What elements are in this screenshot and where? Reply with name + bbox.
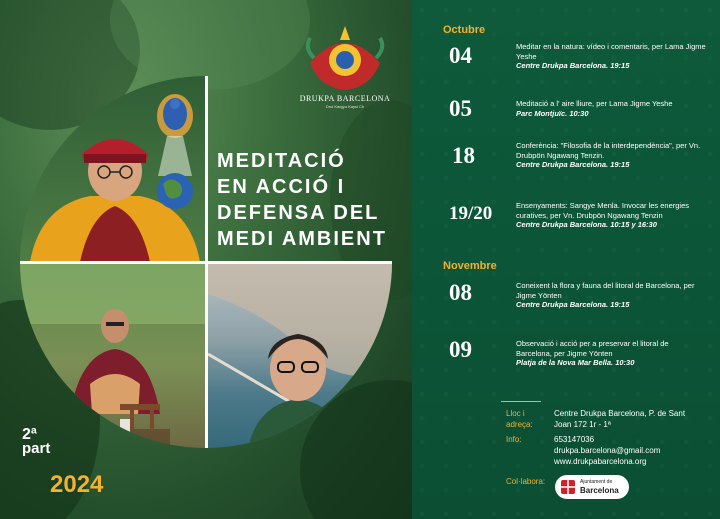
- event-item: [516, 99, 706, 118]
- year-label: 2024: [50, 471, 104, 498]
- event-location: Centre Drukpa Barcelona. 10:15 y 16:30: [516, 220, 657, 229]
- lama-figure-illustration: [20, 76, 206, 262]
- event-location: Platja de la Nova Mar Bella. 10:30: [516, 358, 635, 367]
- event-item: [516, 281, 706, 310]
- collage-divider-horizontal: [20, 261, 392, 264]
- lama-photo: [20, 76, 206, 262]
- month-november: Novembre: [443, 260, 497, 272]
- collab-name-bottom: Barcelona: [580, 486, 619, 495]
- event-item: [516, 42, 706, 71]
- title-line: DEFENSA DEL: [217, 202, 380, 224]
- event-day: 04: [449, 43, 472, 68]
- event-day: 05: [449, 96, 472, 121]
- meditation-outdoor-photo: [20, 264, 206, 448]
- barcelona-coast-photo: [208, 264, 392, 448]
- title-line: MEDI AMBIENT: [217, 228, 387, 250]
- coast-portrait-illustration: [208, 264, 392, 448]
- logo-tagline: Drul Kargyu Kaysi Ch: [325, 104, 365, 109]
- event-day: 08: [449, 280, 472, 305]
- title-line: MEDITACIÓ: [217, 150, 346, 172]
- email-address[interactable]: drukpa.barcelona@gmail.com: [554, 446, 661, 455]
- event-description: Ensenyaments: Sangye Menla. Invocar les energies curatives, per Vn. Drubpön Ngawang Tenzin: [516, 201, 690, 220]
- event-location: Centre Drukpa Barcelona. 19:15: [516, 300, 630, 309]
- place-label: Lloc i adreça:: [506, 409, 533, 429]
- event-item: [516, 201, 706, 230]
- event-location: Parc Montjuïc. 10:30: [516, 108, 589, 118]
- part-label: [22, 428, 52, 456]
- part-ordinal: 2ª: [22, 426, 37, 443]
- earth-globe-icon: [157, 173, 193, 209]
- event-description: Conferència: "Filosofia de la interdependència", per Vn. Drubpön Ngawang Tenzin.: [516, 141, 701, 160]
- logo-name: DRUKPA BARCELONA: [299, 94, 391, 103]
- info-label: Info:: [506, 435, 522, 444]
- collab-name-top: Ajuntament de: [580, 479, 613, 485]
- title-line: EN ACCIÓ I: [217, 176, 346, 198]
- event-description: Coneixent la flora y fauna del litoral de Barcelona, per Jigme Yönten: [516, 281, 695, 300]
- event-day: 18: [452, 143, 475, 168]
- event-title: [217, 148, 402, 252]
- event-location: Centre Drukpa Barcelona. 19:15: [516, 160, 630, 169]
- info-separator: [501, 401, 541, 402]
- event-day: 19/20: [449, 203, 493, 224]
- collab-label: Col·labora:: [506, 477, 546, 486]
- event-location: Centre Drukpa Barcelona. 19:15: [516, 61, 630, 70]
- phone-number: 653147036: [554, 435, 595, 444]
- month-october: Octubre: [443, 24, 486, 36]
- teacher-outdoor-illustration: [20, 264, 206, 448]
- place-value: Centre Drukpa Barcelona, P. de Sant Joan 172 1r - 1ª: [554, 409, 686, 429]
- medicine-buddha-icon: [157, 94, 193, 138]
- barcelona-shield-icon: [558, 477, 578, 497]
- website-link[interactable]: www.drukpabarcelona.org: [554, 457, 647, 466]
- event-description: Meditació a l' aire lliure, per Lama Jigme Yeshe: [516, 99, 673, 108]
- event-description: Observació i acció per a preservar el litoral de Barcelona, per Jigme Yönten: [516, 339, 669, 358]
- event-day: 09: [449, 337, 472, 362]
- part-word: part: [22, 440, 51, 457]
- event-item: [516, 141, 706, 170]
- ajuntament-logo-badge: [555, 475, 629, 499]
- event-item: [516, 339, 706, 368]
- event-description: Meditar en la natura: vídeo i comentaris, per Lama Jigme Yeshe: [516, 42, 706, 61]
